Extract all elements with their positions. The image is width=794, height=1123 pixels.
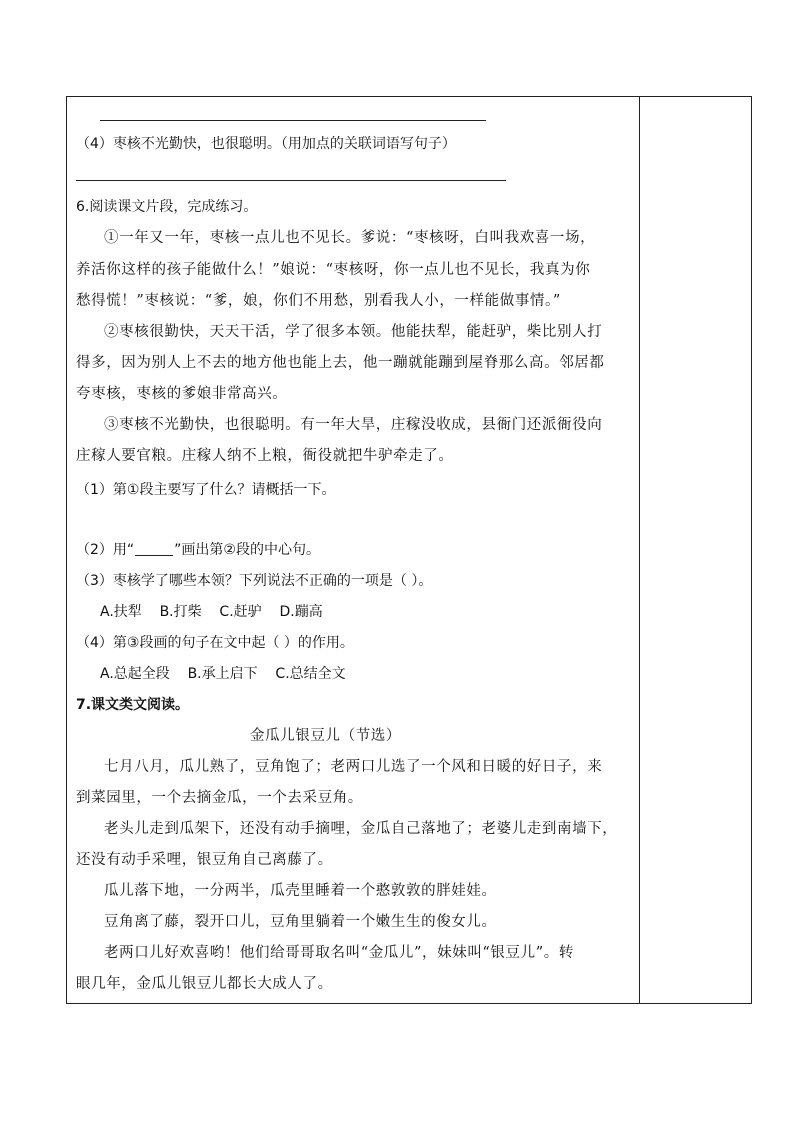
- q6-sub4: （4）第③段画的句子在文中起（ ）的作用。: [76, 635, 354, 651]
- answer-line: [100, 120, 486, 121]
- passage-title: 金瓜儿银豆儿（节选）: [250, 728, 401, 744]
- q6-sub2-prefix: （2）用“: [76, 542, 135, 558]
- q7-title: 7.课文类文阅读。: [76, 697, 190, 713]
- q7-line7: 老两口儿好欢喜哟！他们给哥哥取名叫“金瓜儿”，妹妹叫“银豆儿”。转: [104, 945, 574, 961]
- q6-sub2-suffix: ”画出第②段的中心句。: [174, 542, 320, 558]
- q6-para2-line3: 夸枣核，枣核的爹娘非常高兴。: [76, 386, 288, 402]
- q6-sub4-options: A.总起全段 B.承上启下 C.总结全文: [100, 666, 346, 682]
- underline-mark: [135, 541, 173, 556]
- q6-para1-line1: ①一年又一年，枣核一点儿也不见长。爹说：“枣核呀，白叫我欢喜一场，: [104, 230, 596, 246]
- q7-line2: 到菜园里，一个去摘金瓜，一个去采豆角。: [76, 790, 363, 806]
- q6-para2-line1: ②枣核很勤快，天天干活，学了很多本领。他能扶犁，能赶驴，柴比别人打: [104, 324, 603, 340]
- q6-sub3-options: A.扶犁 B.打柴 C.赶驴 D.蹦高: [100, 604, 323, 620]
- table-column-divider: [639, 96, 640, 1004]
- q6-para2-line2: 得多，因为别人上不去的地方他也能上去，他一蹦就能蹦到屋脊那么高。邻居都: [76, 355, 605, 371]
- q5-sub4: （4）枣核不光勤快，也很聪明。（用加点的关联词语写句子）: [76, 136, 456, 152]
- q6-para3-line2: 庄稼人要官粮。庄稼人纳不上粮，衙役就把牛驴牵走了。: [76, 448, 454, 464]
- q6-sub1: （1）第①段主要写了什么？请概括一下。: [76, 482, 336, 498]
- q7-line5: 瓜儿落下地，一分两半，瓜壳里睡着一个憨敦敦的胖娃娃。: [104, 883, 497, 899]
- q7-line8: 眼几年，金瓜儿银豆儿都长大成人了。: [76, 976, 333, 992]
- q6-sub3: （3）枣核学了哪些本领？下列说法不正确的一项是（ ）。: [76, 573, 433, 589]
- q6-title: 6.阅读课文片段，完成练习。: [76, 199, 258, 215]
- answer-line: [76, 180, 506, 181]
- q7-line4: 还没有动手采哩，银豆角自己离藤了。: [76, 852, 333, 868]
- q6-para3-line1: ③枣核不光勤快，也很聪明。有一年大旱，庄稼没收成，县衙门还派衙役向: [104, 417, 603, 433]
- q7-line1: 七月八月，瓜儿熟了，豆角饱了；老两口儿选了一个风和日暖的好日子，来: [104, 759, 603, 775]
- q6-para1-line3: 愁得慌！”枣核说：“爹，娘，你们不用愁，别看我人小，一样能做事情。”: [76, 293, 561, 309]
- q6-sub2: [76, 540, 320, 560]
- q7-line6: 豆角离了藤，裂开口儿，豆角里躺着一个嫩生生的俊女儿。: [104, 914, 497, 930]
- q7-line3: 老头儿走到瓜架下，还没有动手摘哩，金瓜自己落地了；老婆儿走到南墙下，: [104, 821, 618, 837]
- q6-para1-line2: 养活你这样的孩子能做什么！”娘说：“枣核呀，你一点儿也不见长，我真为你: [76, 262, 591, 278]
